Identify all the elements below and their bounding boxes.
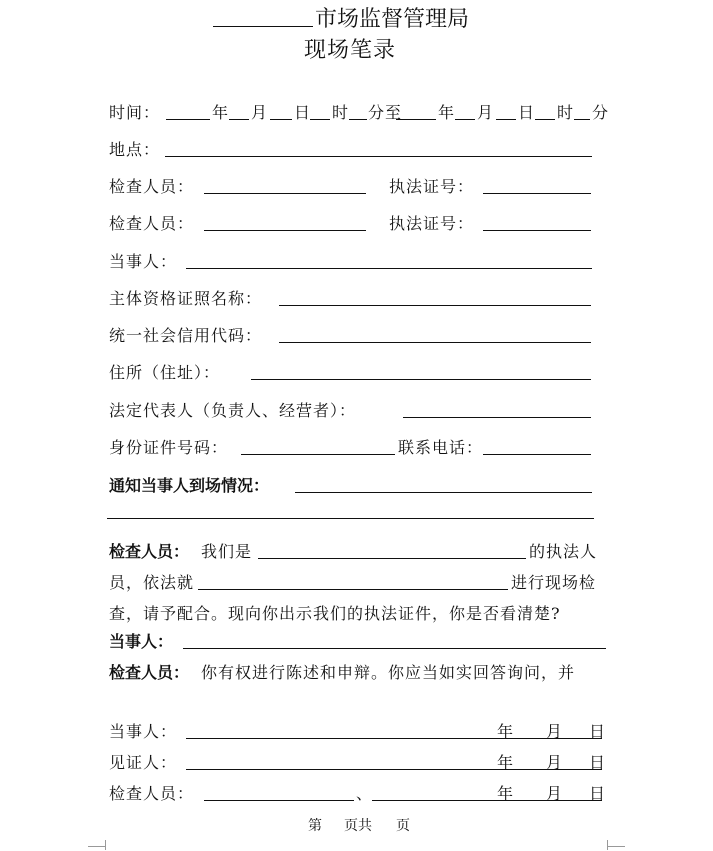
license-field-2[interactable] <box>483 230 591 231</box>
license-label-2: 执法证号： <box>389 214 475 233</box>
start-month-unit: 月 <box>251 103 269 122</box>
record-title: 现场笔录 <box>304 38 397 63</box>
end-day-field[interactable] <box>496 119 516 120</box>
start-year-field[interactable] <box>166 119 210 120</box>
agency-title: 市场监督管理局 <box>315 7 470 32</box>
inspector-sign-field-1[interactable] <box>204 800 354 801</box>
place-label: 地点： <box>109 140 161 159</box>
witness-sign-field[interactable] <box>186 769 602 770</box>
dialogue-line2-end: 进行现场检 <box>511 573 597 592</box>
page-corner-mark-right <box>607 846 625 847</box>
party-sign-year: 年 <box>497 722 515 741</box>
start-month-field[interactable] <box>229 119 249 120</box>
party-field[interactable] <box>186 268 592 269</box>
witness-sign-day: 日 <box>589 753 607 772</box>
inspector-sign-label: 检查人员： <box>109 784 195 803</box>
witness-sign-year: 年 <box>497 753 515 772</box>
end-hour-field[interactable] <box>535 119 555 120</box>
inspector-sign-separator: 、 <box>356 784 374 803</box>
end-month-unit: 月 <box>477 103 495 122</box>
place-field[interactable] <box>165 156 592 157</box>
party-speaker: 当事人： <box>109 632 174 651</box>
end-year-unit: 年 <box>438 103 456 122</box>
inspector-sign-field-2[interactable] <box>372 800 602 801</box>
license-field-1[interactable] <box>483 193 591 194</box>
end-minute-field[interactable] <box>574 119 590 120</box>
inspector-sign-month: 月 <box>546 784 564 803</box>
agency-name-blank[interactable] <box>213 26 313 27</box>
notice-field-line2[interactable] <box>107 518 594 519</box>
inspector-sign-year: 年 <box>497 784 515 803</box>
time-label: 时间： <box>109 103 161 122</box>
start-hour-unit: 时 <box>332 103 350 122</box>
entity-cert-field[interactable] <box>279 305 591 306</box>
page-corner-mark-left <box>88 846 106 847</box>
start-day-field[interactable] <box>270 119 292 120</box>
entity-cert-label: 主体资格证照名称： <box>109 289 263 308</box>
residence-label: 住所（住址）： <box>109 363 221 382</box>
footer-page-label: 第 <box>308 818 322 834</box>
dialogue-line1-end: 的执法人 <box>529 542 598 561</box>
credit-code-label: 统一社会信用代码： <box>109 326 263 345</box>
notice-field[interactable] <box>295 492 592 493</box>
party-sign-field[interactable] <box>186 738 602 739</box>
start-hour-field[interactable] <box>310 119 330 120</box>
page-corner-mark-left-v <box>105 840 106 850</box>
credit-code-field[interactable] <box>279 342 591 343</box>
inspector-sign-day: 日 <box>589 784 607 803</box>
license-label-1: 执法证号： <box>389 177 475 196</box>
witness-sign-label: 见证人： <box>109 753 178 772</box>
end-month-field[interactable] <box>455 119 475 120</box>
dialogue-line5: 你有权进行陈述和申辩。你应当如实回答询问，并 <box>201 663 576 682</box>
agency-blank-field[interactable] <box>258 558 526 559</box>
inspector-field-2[interactable] <box>204 230 366 231</box>
start-day-unit: 日 <box>294 103 312 122</box>
witness-sign-month: 月 <box>546 753 564 772</box>
phone-label: 联系电话： <box>398 438 484 457</box>
dialogue-line3: 查，请予配合。现向你出示我们的执法证件，你是否看清楚? <box>109 604 561 623</box>
legal-rep-field[interactable] <box>403 417 591 418</box>
inspector-label-2: 检查人员： <box>109 214 195 233</box>
inspector-label-1: 检查人员： <box>109 177 195 196</box>
minute-to-label: 分至 <box>368 103 403 122</box>
legal-rep-label: 法定代表人（负责人、经营者）： <box>109 401 357 420</box>
inspector-field-1[interactable] <box>204 193 366 194</box>
dialogue-line1-start: 我们是 <box>201 542 253 561</box>
end-hour-unit: 时 <box>557 103 575 122</box>
footer-page-end: 页 <box>396 818 410 834</box>
notice-label: 通知当事人到场情况： <box>109 476 270 495</box>
party-answer-field[interactable] <box>183 648 606 649</box>
end-minute-unit: 分 <box>592 103 610 122</box>
phone-field[interactable] <box>483 454 591 455</box>
party-sign-label: 当事人： <box>109 722 178 741</box>
footer-total-label: 页共 <box>344 818 372 834</box>
residence-field[interactable] <box>251 379 591 380</box>
end-day-unit: 日 <box>518 103 536 122</box>
party-sign-month: 月 <box>546 722 564 741</box>
page-corner-mark-right-v <box>607 840 608 850</box>
inspector-speaker-1: 检查人员： <box>109 542 190 561</box>
matter-blank-field[interactable] <box>198 589 508 590</box>
id-no-label: 身份证件号码： <box>109 438 229 457</box>
party-sign-day: 日 <box>589 722 607 741</box>
start-minute-field[interactable] <box>349 119 367 120</box>
start-year-unit: 年 <box>212 103 230 122</box>
party-label: 当事人： <box>109 252 178 271</box>
id-no-field[interactable] <box>241 454 395 455</box>
end-year-field[interactable] <box>396 119 436 120</box>
dialogue-line2-start: 员，依法就 <box>109 573 195 592</box>
inspector-speaker-2: 检查人员： <box>109 663 190 682</box>
